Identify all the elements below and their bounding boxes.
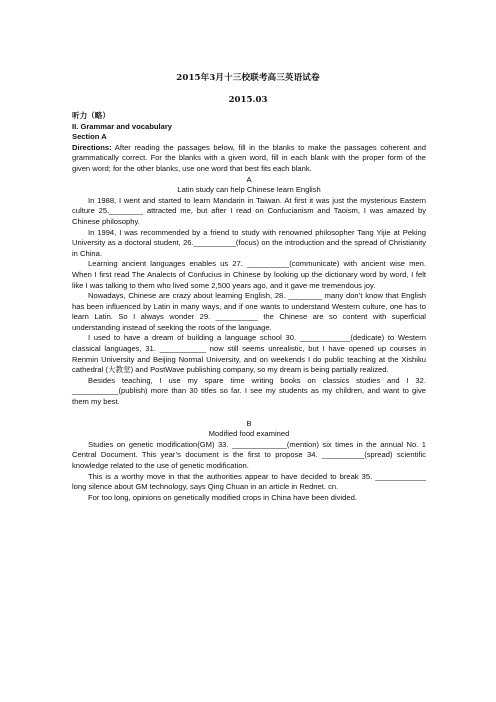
directions-text: After reading the passages below, fill in the blanks to make the passages coherent and grammatically correct. For the blanks with a given word, fill in each blank with the proper form of the given word; for the other blanks, use one word that best fits each blank. (72, 142, 426, 173)
passage-a-paragraph: I used to have a dream of building a language school 30. ____________(dedicate) to Western classical languages, 31. ___________ now still seems unrealistic, but I have opened up courses in Renmin University and Beijing Normal University, and on weekends I do public teaching at the Xishiku cathedral (大教堂) and PostWave publishing company, so my dream is being partially realized. (72, 333, 426, 375)
passage-a-title: Latin study can help Chinese learn English (177, 185, 321, 195)
passage-a-paragraph: Learning ancient languages enables us 27. __________(communicate) with ancient wise men. When I first read The Analects of Confucius in Chinese by looking up the dictionary word by word, I felt like I was talking to them who lived some 2,500 years ago, and it gave me tremendous joy. (72, 259, 426, 290)
passage-b-title: Modified food examined (208, 429, 290, 439)
passage-b-label: B (246, 418, 252, 428)
section-heading: Section A (72, 132, 107, 142)
passage-b-paragraph: For too long, opinions on genetically modified crops in China have been divided. (88, 492, 357, 502)
document-body (72, 111, 426, 503)
part-heading: II. Grammar and vocabulary (72, 121, 173, 131)
passage-a-label: A (246, 174, 252, 184)
exam-title: 2015年3月十三校联考高三英语试卷 (176, 73, 320, 83)
spacer (72, 408, 426, 419)
passage-a-paragraph: Nowadays, Chinese are crazy about learning English, 28. ________ many don’t know that English has been influenced by Latin in many ways, and if one wants to understand Western culture, one has to learn Latin. So I always wonder 29. __________ the Chinese are so content with superficial understanding instead of seeking the roots of the language. (72, 291, 426, 332)
passage-a-paragraph: In 1988, I went and started to learn Mandarin in Taiwan. At first it was just the mysterious Eastern culture 25.________ attracted me, but after I read on Confucianism and Taoism, I was amazed by Chinese philosophy. (72, 195, 426, 226)
passage-b-paragraph: Studies on genetic modification(GM) 33. _____________(mention) six times in the annual No. 1 Central Document. This year’s document is the first to propose 34. __________(spread) scientific knowledge related to the use of genetic modification. (72, 439, 426, 470)
passage-a-paragraph: Besides teaching, I use my spare time writing books on classics studies and I 32. ___________(publish) more than 30 titles so far. I see my students as my children, and want to give them my best. (72, 375, 426, 407)
listening-heading: 听力（略） (72, 111, 110, 120)
directions-label: Directions: (72, 142, 112, 152)
directions (72, 143, 426, 175)
passage-a-paragraph: In 1994, I was recommended by a friend to study with renowned philosopher Tang Yijie at Peking University as a doctoral student, 26.__________(focus) on the introduction and the spread of Christianity in China. (72, 227, 426, 258)
passage-b-paragraph: This is a worthy move in that the authorities appear to have decided to break 35. ____________ long silence about GM technology, says Qing Chuan in an article in Rednet. cn. (72, 471, 426, 492)
exam-date: 2015.03 (228, 95, 268, 105)
